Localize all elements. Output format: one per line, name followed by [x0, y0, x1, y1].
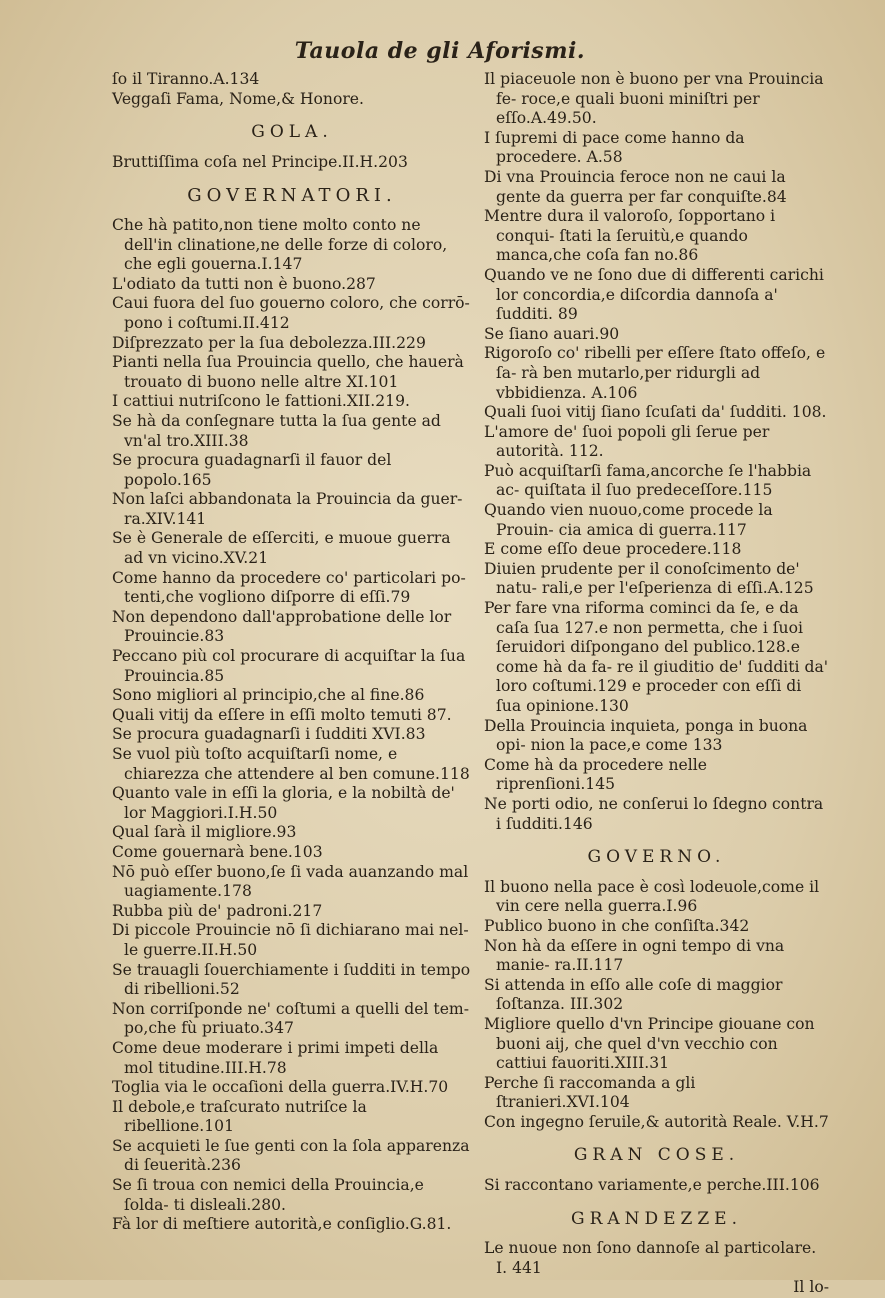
index-entry: Se vuol più toſto acquiſtarſi nome, e chiarezza che attendere al ben comune.118 [112, 745, 470, 783]
index-entry: Di piccole Prouincie nō ſi dichiarano mai nel- le guerre.II.H.50 [112, 921, 469, 959]
index-entry: Bruttiſſima coſa nel Principe.II.H.203 [112, 152, 408, 171]
index-entry: Se hà da conſegnare tutta la ſua gente ad vn'al tro.XIII.38 [112, 411, 441, 450]
section-heading-governatori: GOVERNATORI. [187, 185, 397, 207]
index-entry: Può acquiſtarſi fama,ancorche ſe l'habbia ac- quiſtata il ſuo predeceſſore.115 [484, 461, 812, 500]
index-entry: Con ingegno ſeruile,& autorità Reale. V.H.7 [484, 1112, 829, 1131]
index-entry: Veggaſi Fama, Nome,& Honore. [112, 89, 364, 108]
index-entry: Peccano più col procurare di acquiſtar la ſua Prouincia.85 [112, 647, 466, 685]
left-top-entries [112, 70, 472, 109]
section-entries-governo [484, 878, 829, 1133]
index-entry: I cattiui nutriſcono le fattioni.XII.219. [112, 392, 410, 411]
section-heading-gola: GOLA. [251, 122, 333, 143]
index-entry: Non laſci abbandonata la Prouincia da guer- ra.XIV.141 [112, 490, 463, 528]
index-entry: Diuien prudente per il conoſcimento de' natu- rali,e per l'eſperienza di eſſi.A.125 [484, 559, 814, 598]
section-entries-gran-cose [484, 1176, 829, 1196]
index-entry: Se procura guadagnarſi il fauor del popolo.165 [112, 451, 392, 489]
index-entry: Quando ve ne ſono due di differenti carichi lor concordia,e diſcordia dannoſa a' ſudditi. 89 [484, 265, 824, 324]
index-entry: Il buono nella pace è così lodeuole,come il vin cere nella guerra.I.96 [484, 877, 820, 916]
section-heading-gran-cose: GRAN COSE. [573, 1145, 740, 1166]
section-entries-governatori [112, 216, 472, 1235]
index-entry: Diſprezzato per la ſua debolezza.III.229 [112, 333, 426, 352]
index-entry: Se acquieti le ſue genti con la ſola apparenza di ſeuerità.236 [112, 1136, 470, 1175]
index-entry: Che hà patito,non tiene molto conto ne dell'in clinatione,ne delle forze di coloro, che egli gouerna.I.147 [112, 215, 448, 274]
index-entry: Sono migliori al principio,che al fine.86 [112, 686, 425, 705]
index-entry: Il debole,e traſcurato nutriſce la ribellione.101 [112, 1097, 367, 1136]
index-entry: Come hanno da procedere co' particolari po- tenti,che vogliono diſporre di eſſi.79 [112, 568, 466, 607]
index-entry: Si raccontano variamente,e perche.III.106 [484, 1176, 820, 1195]
section-heading-governo: GOVERNO. [587, 847, 726, 868]
index-entry: Non hà da eſſere in ogni tempo di vna manie- ra.II.117 [484, 936, 785, 975]
right-column [484, 70, 829, 1298]
left-column [112, 70, 472, 1235]
index-entry: Si attenda in eſſo alle coſe di maggior ſoſtanza. III.302 [484, 975, 783, 1014]
index-entry: Nō può eſſer buono,ſe ſi vada auanzando mal uagiamente.178 [112, 862, 469, 901]
index-entry: Quanto vale in eſſi la gloria, e la nobiltà de' lor Maggiori.I.H.50 [112, 784, 455, 822]
catchword: Il lo- [793, 1278, 829, 1297]
section-entries-grandezze [484, 1239, 829, 1278]
index-entry: E come eſſo deue procedere.118 [484, 540, 742, 559]
index-entry: Il piaceuole non è buono per vna Prouincia fe- roce,e quali buoni miniſtri per eſſo.A.49.50. [484, 70, 824, 128]
index-entry: Di vna Prouincia feroce non ne caui la gente da guerra per far conquiſte.84 [484, 167, 787, 206]
index-entry: Se trauagli ſouerchiamente i ſudditi in tempo di ribellioni.52 [112, 960, 471, 999]
index-entry: Per fare vna riforma cominci da ſe, e da caſa ſua 127.e non permetta, che i ſuoi ſeruidori diſpongano del publico.128.e come hà da fa- re il giuditio de' ſudditi da' loro coſtumi.129 e proceder con eſſi di ſua opinione.130 [484, 599, 829, 715]
index-entry: Se ſi troua con nemici della Prouincia,e ſolda- ti disleali.280. [112, 1176, 424, 1214]
index-entry: Qual ſarà il migliore.93 [112, 823, 297, 842]
index-entry: Caui fuora del ſuo gouerno coloro, che corrō- pono i coſtumi.II.412 [112, 294, 470, 332]
index-entry: Perche ſi raccomanda a gli ſtranieri.XVI.104 [484, 1073, 696, 1112]
index-entry: Mentre dura il valoroſo, ſopportano i conqui- ſtati la ſeruitù,e quando manca,che coſa fan no.86 [484, 207, 776, 265]
index-entry: Se ſiano auari.90 [484, 324, 620, 343]
index-entry: L'odiato da tutti non è buono.287 [112, 274, 376, 293]
section-entries-gola [112, 153, 472, 173]
index-entry: Quando vien nuouo,come procede la Prouin- cia amica di guerra.117 [484, 501, 773, 539]
index-entry: Rubba più de' padroni.217 [112, 901, 323, 920]
index-entry: Fà lor di meſtiere autorità,e conſiglio.G.81. [112, 1215, 452, 1234]
index-entry: Quali ſuoi vitij ſiano ſcuſati da' ſudditi. 108. [484, 403, 827, 422]
index-entry: I ſupremi di pace come hanno da procedere. A.58 [484, 128, 745, 167]
section-heading-grandezze: GRANDEZZE. [570, 1208, 742, 1229]
index-entry: ſo il Tiranno.A.134 [112, 70, 260, 88]
index-entry: Le nuoue non ſono dannoſe al particolare. I. 441 [484, 1239, 817, 1277]
index-entry: Migliore quello d'vn Principe giouane con buoni aij, che quel d'vn vecchio con cattiui fauoriti.XIII.31 [484, 1014, 815, 1073]
index-entry: Non corriſponde ne' coſtumi a quelli del tem- po,che fù priuato.347 [112, 999, 469, 1038]
index-entry: Se è Generale de eſſerciti, e muoue guerra ad vn vicino.XV.21 [112, 529, 451, 568]
index-entry: Pianti nella ſua Prouincia quello, che hauerà trouato di buono nelle altre XI.101 [112, 353, 464, 391]
index-entry: Se procura guadagnarſi i ſudditi XVI.83 [112, 725, 426, 744]
index-entry: Come deue moderare i primi impeti della mol titudine.III.H.78 [112, 1038, 439, 1077]
index-entry: Della Prouincia inquieta, ponga in buona opi- nion la pace,e come 133 [484, 716, 808, 755]
right-top-entries [484, 70, 829, 834]
index-entry: Non dependono dall'approbatione delle lor Prouincie.83 [112, 607, 452, 646]
index-entry: Come hà da procedere nelle riprenſioni.145 [484, 755, 707, 794]
index-entry: Publico buono in che conſiſta.342 [484, 916, 750, 935]
index-entry: Ne porti odio, ne conſerui lo ſdegno contra i ſudditi.146 [484, 794, 824, 833]
index-entry: Quali vitij da eſſere in eſſi molto temuti 87. [112, 705, 452, 724]
index-entry: Rigoroſo co' ribelli per eſſere ſtato offeſo, e ſa- rà ben mutarlo,per ridurgli ad vbbidienza. A.106 [484, 344, 826, 402]
index-entry: Come gouernarà bene.103 [112, 842, 323, 861]
index-entry: L'amore de' ſuoi popoli gli ſerue per autorità. 112. [484, 422, 770, 461]
running-head: Tauola de gli Aforismi. [294, 38, 585, 64]
index-entry: Toglia via le occaſioni della guerra.IV.H.70 [112, 1078, 449, 1097]
